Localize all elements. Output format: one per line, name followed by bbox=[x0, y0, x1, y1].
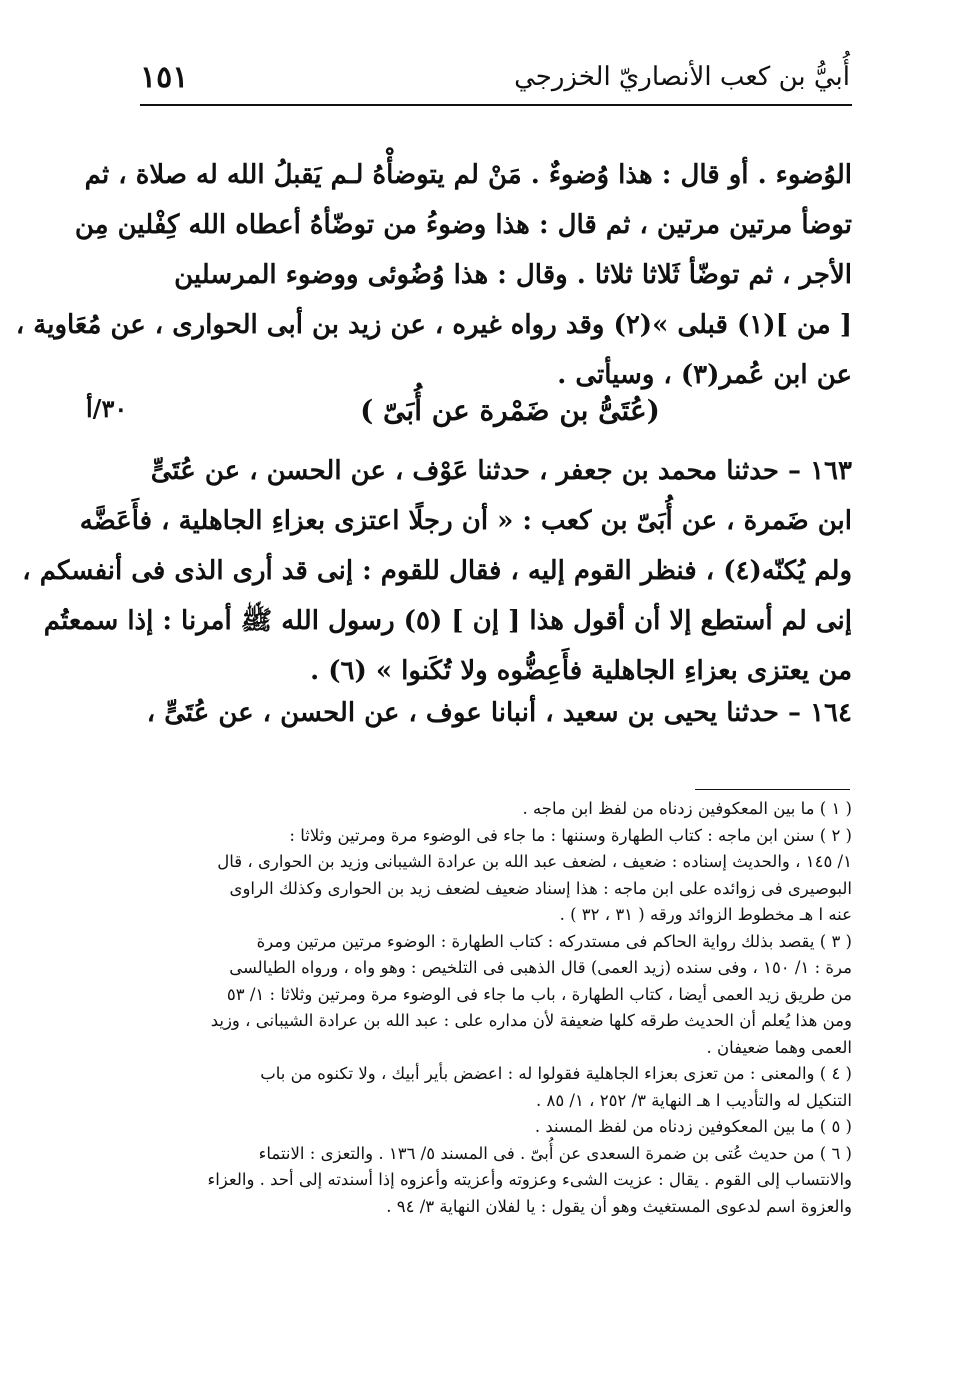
footnote-line: ( ٣ ) يقصد بذلك رواية الحاكم فى مستدركه : كتاب الطهارة : الوضوء مرتين مرتين ومرة bbox=[256, 931, 852, 951]
footnote-line: ومن هذا يُعلم أن الحديث طرقه كلها ضعيفة لأن مداره على : عبد الله بن عرادة الشيبانى ، وزيد bbox=[210, 1011, 852, 1030]
footnote-line: والانتساب إلى القوم . يقال : عزيت الشىء وعزوته وأعزيته وأعزوه إذا أسندته إلى أحد . والعزاء bbox=[207, 1170, 852, 1189]
footnote-line: من طريق زيد العمى أيضا ، كتاب الطهارة ، باب ما جاء فى الوضوء مرة ومرتين وثلاثا : ١/ ٥٣ bbox=[226, 984, 852, 1004]
body-line: الأجر ، ثم توضّأ ثَلاثا ثلاثا . وقال : هذا وُضُوئى ووضوء المرسلين bbox=[174, 260, 852, 290]
footnote-line: ( ٢ ) سنن ابن ماجه : كتاب الطهارة وسننها : ما جاء فى الوضوء مرة ومرتين وثلاثا : bbox=[289, 825, 852, 845]
body-line: توضأ مرتين مرتين ، ثم قال : هذا وضوءُ من توضّأهُ أعطاه الله كِفْلين مِن bbox=[74, 210, 852, 240]
footnote-line: ( ١ ) ما بين المعكوفين زدناه من لفظ ابن ماجه . bbox=[522, 799, 852, 818]
margin-note: ٣٠/أ bbox=[86, 394, 128, 423]
body-line: الوُضوء . أو قال : هذا وُضوءٌ . مَنْ لم يتوضأْهُ لـم يَقبلُ الله له صلاة ، ثم bbox=[84, 160, 852, 190]
body-line: من يعتزى بعزاءِ الجاهلية فأَعِضُّوه ولا تُكَنوا » (٦) . bbox=[310, 656, 852, 686]
body-line: ولم يُكنّه(٤) ، فنظر القوم إليه ، فقال للقوم : إنى قد أرى الذى فى أنفسكم ، bbox=[22, 556, 852, 586]
footnote-line: ( ٦ ) من حديث عُتى بن ضمرة السعدى عن أُبىّ . فى المسند ٥/ ١٣٦ . والتعزى : الانتماء bbox=[258, 1143, 852, 1163]
footnote-line: مرة : ١/ ١٥٠ ، وفى سنده (زيد العمى) قال الذهبى فى التلخيص : وهو واه ، ورواه الطيالسى bbox=[229, 958, 852, 977]
page-header bbox=[140, 58, 850, 102]
body-line: إنى لم أستطع إلا أن أقول هذا [ إن ] (٥) رسول الله ﷺ أمرنا : إذا سمعتُم bbox=[43, 606, 852, 636]
body-paragraph-top bbox=[15, 150, 852, 400]
footnote-line: البوصيرى فى زوائده على ابن ماجه : هذا إسناد ضعيف لضعف زيد بن الحوارى وكذلك الراوى bbox=[229, 878, 852, 898]
footnote-line: ( ٤ ) والمعنى : من تعزى بعزاء الجاهلية فقولوا له : اعضض بأير أبيك ، ولا تكنوه من باب bbox=[260, 1064, 852, 1083]
body-line: ابن ضَمرة ، عن أُبَىّ بن كعب : « أن رجلًا اعتزى بعزاءِ الجاهلية ، فأَعَضَّه bbox=[79, 506, 852, 536]
footnote-line: عنه ا هـ مخطوط الزوائد ورقه ( ٣١ ، ٣٢ ) . bbox=[559, 905, 852, 924]
body-line: ١٦٣ – حدثنا محمد بن جعفر ، حدثنا عَوْف ، عن الحسن ، عن عُتَىٍّ bbox=[150, 456, 852, 486]
hadith-164 bbox=[140, 688, 852, 738]
page-number: ١٥١ bbox=[140, 60, 189, 95]
hadith-163 bbox=[22, 446, 852, 696]
footnote-line: التنكيل له والتأديب ا هـ النهاية ٣/ ٢٥٢ ، ١/ ٨٥ . bbox=[535, 1090, 852, 1110]
footnotes bbox=[140, 796, 852, 1220]
footnote-rule bbox=[695, 789, 850, 790]
footnote-line: ( ٥ ) ما بين المعكوفين زدناه من لفظ المسند . bbox=[534, 1117, 852, 1136]
footnote-line: العمى وهما ضعيفان . bbox=[706, 1037, 852, 1057]
section-heading: (عُتَىُّ بن ضَمْرة عن أُبَىّ ) bbox=[360, 394, 660, 427]
body-line: عن ابن عُمر(٣) ، وسيأتى . bbox=[557, 360, 852, 390]
footnote-line: ١/ ١٤٥ ، والحديث إسناده : ضعيف ، لضعف عبد الله بن عرادة الشيبانى وزيد بن الحوارى ، قال bbox=[217, 852, 852, 871]
body-line: [ من ](١) قبلى »(٢) وقد رواه غيره ، عن زيد بن أبى الحوارى ، عن مُعَاوية ، bbox=[15, 310, 852, 340]
footnote-line: والعزوة اسم لدعوى المستغيث وهو أن يقول : يا لفلان النهاية ٣/ ٩٤ . bbox=[386, 1196, 852, 1216]
header-rule bbox=[140, 104, 852, 106]
running-title: أُبيُّ بن كعب الأنصاريّ الخزرجي bbox=[514, 62, 850, 92]
body-line: ١٦٤ – حدثنا يحيى بن سعيد ، أنبانا عوف ، عن الحسن ، عن عُتَىٍّ ، bbox=[146, 698, 852, 728]
